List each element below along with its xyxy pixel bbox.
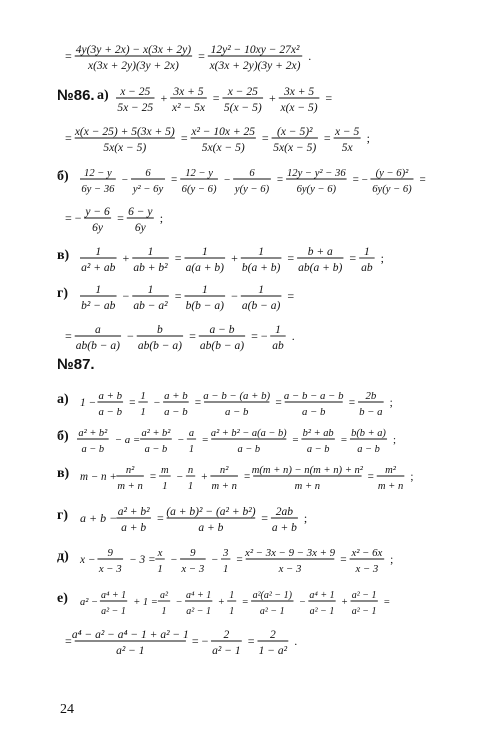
fraction-denominator: a − b	[224, 406, 249, 418]
fraction-numerator: 1	[95, 284, 102, 296]
fraction-denominator: x(3x + 2y)(3y + 2x)	[209, 60, 301, 72]
fraction-denominator: a² + ab	[81, 262, 116, 274]
fraction-denominator: a − b	[306, 444, 330, 455]
math-operator: =	[174, 289, 182, 303]
fraction-denominator: 6y(y − 6)	[296, 184, 337, 195]
math-line	[0, 621, 499, 661]
fraction-numerator: 1	[201, 246, 208, 258]
math-operator: −	[176, 597, 183, 608]
math-operator: ;	[380, 251, 384, 265]
fraction-numerator: a²(a² − 1)	[252, 590, 292, 601]
math-svg	[0, 78, 499, 118]
math-operator: −	[223, 174, 231, 186]
math-operator: =	[323, 131, 331, 145]
part-label-87a: а)	[57, 392, 69, 407]
fraction-denominator: x(3x + 2y)(3y + 2x)	[87, 60, 179, 72]
fraction-denominator: b(b − a)	[185, 300, 225, 312]
part-label-87b: б)	[57, 429, 69, 444]
math-operator: =	[242, 597, 249, 608]
math-operator: =	[171, 174, 178, 186]
fraction-denominator: x(x − 5)	[280, 102, 318, 114]
math-operator: m − n +	[80, 471, 117, 483]
fraction-denominator: ab(b − a)	[199, 340, 245, 352]
math-operator: .	[291, 329, 295, 343]
part-label-87d: д)	[57, 549, 69, 564]
page-number: 24	[60, 702, 74, 717]
math-operator: +	[218, 597, 225, 608]
math-line	[0, 36, 499, 76]
math-operator: 1 −	[80, 397, 97, 409]
fraction-numerator: a	[188, 428, 195, 439]
fraction-numerator: 12y² − 10xy − 27x²	[210, 44, 300, 56]
math-operator: −	[153, 397, 161, 409]
math-operator: =	[292, 434, 299, 446]
math-svg	[0, 581, 499, 621]
math-line	[0, 118, 499, 158]
fraction-numerator: n	[187, 465, 194, 476]
fraction-denominator: b(a + b)	[241, 262, 281, 274]
math-operator: =	[261, 131, 269, 145]
math-operator: x −	[80, 554, 96, 566]
math-operator: =	[212, 91, 220, 105]
fraction-denominator: 1	[162, 481, 168, 492]
fraction-denominator: ab(b − a)	[137, 340, 183, 352]
math-svg	[0, 419, 499, 459]
math-operator: =	[261, 511, 268, 525]
fraction-numerator: 1	[275, 324, 281, 336]
math-operator: ;	[393, 434, 397, 446]
fraction-numerator: a²	[159, 590, 168, 601]
fraction-numerator: x² − 3x − 9 − 3x + 9	[245, 547, 335, 559]
fraction-numerator: 1	[140, 390, 146, 402]
math-operator: =	[276, 174, 284, 186]
fraction-numerator: 6	[249, 168, 255, 179]
math-operator: ;	[303, 511, 308, 525]
math-operator: = −	[251, 329, 268, 343]
fraction-numerator: 1	[364, 246, 370, 258]
fraction-numerator: n²	[219, 465, 229, 476]
fraction-numerator: 6 − y	[128, 206, 153, 218]
fraction-numerator: 1	[95, 246, 102, 258]
math-operator: =	[348, 397, 356, 409]
math-operator: − a =	[114, 434, 141, 446]
math-operator: a + b −	[80, 511, 118, 525]
fraction-denominator: 1	[222, 563, 229, 575]
fraction-numerator: a⁴ + 1	[309, 590, 335, 601]
fraction-numerator: x(x − 25) + 5(3x + 5)	[74, 126, 175, 138]
fraction-denominator: a − b	[164, 406, 188, 418]
math-operator: +	[341, 597, 348, 608]
fraction-numerator: 3	[222, 547, 229, 559]
fraction-denominator: a − b	[98, 406, 123, 418]
math-operator: =	[340, 434, 348, 446]
fraction-denominator: a² − 1	[309, 606, 335, 617]
math-operator: =	[247, 634, 255, 648]
math-operator: =	[325, 91, 333, 105]
math-operator: −	[211, 554, 219, 566]
fraction-numerator: 9	[107, 547, 113, 559]
part-label-87v: в)	[57, 466, 70, 481]
fraction-denominator: b² − ab	[81, 300, 116, 312]
math-operator: −	[176, 471, 183, 483]
fraction-numerator: a⁴ + 1	[100, 590, 127, 601]
fraction-denominator: a² − 1	[101, 606, 126, 617]
fraction-numerator: 9	[190, 547, 196, 559]
fraction-numerator: a + b	[98, 390, 123, 402]
fraction-denominator: ab(b − a)	[75, 340, 120, 352]
math-operator: ;	[390, 554, 394, 566]
fraction-numerator: 2ab	[275, 506, 294, 518]
math-svg	[0, 456, 499, 496]
fraction-denominator: ab(a + b)	[298, 262, 343, 274]
fraction-numerator: x² − 10x + 25	[191, 126, 256, 138]
math-operator: =	[198, 49, 205, 63]
math-operator: +	[122, 251, 130, 265]
math-operator: =	[149, 471, 157, 483]
math-line	[0, 419, 499, 459]
fraction-denominator: 6y − 36	[81, 184, 115, 195]
fraction-denominator: a + b	[198, 522, 224, 534]
fraction-denominator: a² − 1	[116, 645, 145, 657]
part-label-86v: в)	[57, 248, 70, 263]
math-line	[0, 78, 499, 118]
fraction-numerator: 1	[201, 284, 208, 296]
fraction-numerator: (y − 6)²	[375, 168, 409, 179]
fraction-denominator: a(b − a)	[241, 300, 281, 312]
fraction-numerator: x − 5	[334, 126, 360, 138]
math-operator: −	[177, 434, 184, 446]
fraction-numerator: n²	[125, 465, 135, 476]
fraction-denominator: a(a + b)	[185, 262, 225, 274]
math-operator: −	[170, 554, 178, 566]
math-operator: .	[308, 49, 312, 63]
math-svg	[0, 498, 499, 538]
fraction-numerator: 3x + 5	[283, 86, 315, 98]
math-operator: = −	[65, 211, 82, 225]
fraction-numerator: a − b − a − b	[283, 390, 344, 402]
math-operator: −	[121, 174, 129, 186]
math-operator: −	[127, 329, 134, 343]
math-line	[0, 316, 499, 356]
fraction-denominator: a + b	[121, 522, 147, 534]
math-operator: = −	[352, 174, 368, 186]
fraction-denominator: m + n	[294, 481, 321, 492]
math-operator: ;	[366, 131, 370, 145]
fraction-numerator: 12 − y	[84, 168, 112, 179]
fraction-denominator: m + n	[117, 481, 143, 492]
fraction-denominator: 6y	[134, 222, 146, 234]
fraction-numerator: b² + ab	[302, 428, 334, 439]
fraction-denominator: m + n	[211, 481, 237, 492]
math-operator: + 1 =	[133, 597, 158, 608]
math-operator: =	[287, 289, 295, 303]
math-operator: ;	[159, 211, 164, 225]
math-operator: =	[117, 211, 124, 225]
fraction-denominator: x − 3	[181, 563, 205, 575]
fraction-denominator: 5x(x − 5)	[103, 142, 147, 154]
math-line	[0, 198, 499, 238]
math-operator: =	[236, 554, 243, 566]
fraction-numerator: x − 25	[227, 86, 258, 98]
math-line	[0, 238, 499, 278]
math-operator: =	[65, 329, 72, 343]
fraction-denominator: 5(x − 5)	[223, 102, 262, 114]
fraction-numerator: 1	[229, 590, 235, 601]
math-line	[0, 382, 499, 422]
math-svg	[0, 159, 499, 199]
math-operator: =	[129, 397, 136, 409]
math-operator: =	[65, 634, 72, 648]
math-operator: =	[189, 329, 196, 343]
fraction-denominator: ab − a²	[133, 300, 168, 312]
math-operator: a² −	[80, 597, 99, 608]
fraction-numerator: 2	[270, 629, 276, 641]
fraction-denominator: 5x(x − 5)	[273, 142, 317, 154]
fraction-numerator: (a + b)² − (a² + b²)	[166, 506, 256, 518]
part-label-87e: е)	[57, 591, 68, 606]
fraction-numerator: b	[157, 324, 163, 336]
fraction-numerator: 1	[147, 284, 154, 296]
fraction-denominator: a² − 1	[351, 606, 377, 617]
math-operator: =	[367, 471, 374, 483]
math-line	[0, 581, 499, 621]
math-operator: .	[294, 634, 298, 648]
math-operator: =	[419, 174, 426, 186]
math-svg	[0, 316, 499, 356]
math-operator: =	[383, 597, 390, 608]
fraction-denominator: a − b	[144, 444, 168, 455]
fraction-numerator: m(m + n) − n(m + n) + n²	[251, 465, 363, 476]
math-line	[0, 276, 499, 316]
fraction-numerator: a	[95, 324, 101, 336]
math-svg	[0, 118, 499, 158]
fraction-denominator: ab	[272, 340, 284, 352]
fraction-denominator: a − b	[81, 444, 105, 455]
math-line	[0, 539, 499, 579]
part-label-86g: г)	[57, 286, 69, 301]
math-operator: =	[180, 131, 188, 145]
math-svg	[0, 36, 499, 76]
part-label-86a: а)	[97, 88, 109, 103]
math-operator: − 3 =	[129, 554, 156, 566]
fraction-numerator: a − b − (a + b)	[203, 390, 271, 402]
fraction-denominator: 1	[140, 406, 146, 418]
math-operator: =	[194, 397, 202, 409]
fraction-numerator: 4y(3y + 2x) − x(3x + 2y)	[75, 44, 192, 56]
fraction-numerator: a² + b² − a(a − b)	[210, 428, 287, 439]
fraction-denominator: x − 3	[278, 563, 302, 575]
fraction-denominator: a² − 1	[212, 645, 241, 657]
fraction-denominator: x − 3	[98, 563, 122, 575]
math-svg	[0, 276, 499, 316]
fraction-denominator: 1	[157, 563, 163, 575]
math-operator: =	[156, 511, 164, 525]
fraction-numerator: 6	[145, 168, 151, 179]
fraction-numerator: 12y − y² − 36	[286, 168, 346, 179]
math-svg	[0, 539, 499, 579]
fraction-denominator: a + b	[271, 522, 297, 534]
fraction-denominator: a − b	[357, 444, 380, 455]
fraction-numerator: b(b + a)	[351, 428, 386, 439]
fraction-denominator: 6y	[92, 222, 104, 234]
math-line	[0, 159, 499, 199]
fraction-denominator: y² − 6y	[132, 184, 164, 195]
fraction-denominator: a − b	[301, 406, 326, 418]
math-line	[0, 498, 499, 538]
fraction-denominator: 5x	[341, 142, 353, 154]
fraction-numerator: a² + b²	[141, 428, 171, 439]
fraction-numerator: 2b	[365, 390, 377, 402]
fraction-denominator: ab + b²	[133, 262, 168, 274]
math-operator: +	[269, 91, 276, 105]
fraction-denominator: 1	[229, 606, 235, 617]
fraction-numerator: 2	[223, 629, 230, 641]
math-svg	[0, 198, 499, 238]
fraction-numerator: 1	[258, 284, 264, 296]
math-operator: =	[275, 397, 282, 409]
math-operator: ;	[389, 397, 393, 409]
math-operator: −	[122, 289, 130, 303]
fraction-numerator: m	[161, 465, 169, 476]
math-operator: =	[65, 49, 72, 63]
fraction-denominator: 1	[188, 444, 195, 455]
fraction-numerator: m²	[385, 465, 396, 476]
fraction-numerator: a² + b²	[117, 506, 150, 518]
fraction-denominator: x² − 5x	[172, 102, 205, 114]
math-operator: = −	[191, 634, 209, 648]
part-label-86b: б)	[57, 169, 69, 184]
math-operator: +	[160, 91, 168, 105]
math-operator: ;	[410, 471, 414, 483]
fraction-denominator: 1 − a²	[258, 645, 288, 657]
problem-87-heading: №87.	[57, 356, 95, 373]
math-operator: =	[65, 131, 72, 145]
math-line	[0, 456, 499, 496]
math-operator: =	[243, 471, 251, 483]
math-operator: −	[299, 597, 306, 608]
fraction-numerator: a² + b²	[78, 428, 108, 439]
fraction-denominator: b − a	[359, 406, 383, 418]
fraction-numerator: x² − 6x	[351, 547, 383, 559]
math-svg	[0, 382, 499, 422]
math-operator: −	[231, 289, 238, 303]
fraction-denominator: ab	[361, 262, 373, 274]
math-operator: =	[287, 251, 295, 265]
fraction-numerator: 3x + 5	[173, 86, 204, 98]
fraction-numerator: 12 − y	[185, 168, 213, 179]
math-operator: +	[231, 251, 238, 265]
fraction-numerator: a⁴ + 1	[186, 590, 212, 601]
math-operator: =	[202, 434, 209, 446]
fraction-denominator: x − 3	[355, 563, 379, 575]
fraction-numerator: a⁴ − a² − a⁴ − 1 + a² − 1	[71, 629, 189, 641]
problem-86-heading: №86.	[57, 87, 95, 104]
fraction-denominator: a² − 1	[186, 606, 212, 617]
fraction-denominator: 6(y − 6)	[181, 184, 217, 195]
math-svg	[0, 238, 499, 278]
fraction-denominator: 1	[187, 481, 194, 492]
fraction-denominator: 1	[161, 606, 167, 617]
fraction-denominator: 5x − 25	[117, 102, 154, 114]
fraction-denominator: a² − 1	[259, 606, 285, 617]
fraction-denominator: m + n	[377, 481, 404, 492]
math-operator: =	[349, 251, 357, 265]
math-operator: =	[340, 554, 347, 566]
fraction-denominator: 5x(x − 5)	[201, 142, 245, 154]
fraction-numerator: a² − 1	[351, 590, 377, 601]
fraction-numerator: a − b	[209, 324, 235, 336]
math-operator: +	[201, 471, 208, 483]
fraction-numerator: 1	[147, 246, 154, 258]
fraction-numerator: y − 6	[85, 206, 110, 218]
fraction-numerator: (x − 5)²	[277, 126, 313, 138]
math-svg	[0, 621, 499, 661]
fraction-numerator: x − 25	[120, 86, 151, 98]
fraction-denominator: a − b	[237, 444, 261, 455]
math-operator: =	[174, 251, 182, 265]
fraction-denominator: 6y(y − 6)	[372, 184, 412, 195]
fraction-denominator: y(y − 6)	[234, 184, 270, 195]
part-label-87g: г)	[57, 508, 69, 523]
fraction-numerator: b + a	[307, 246, 333, 258]
fraction-numerator: 1	[258, 246, 264, 258]
fraction-numerator: x	[157, 547, 163, 559]
fraction-numerator: a + b	[164, 390, 188, 402]
